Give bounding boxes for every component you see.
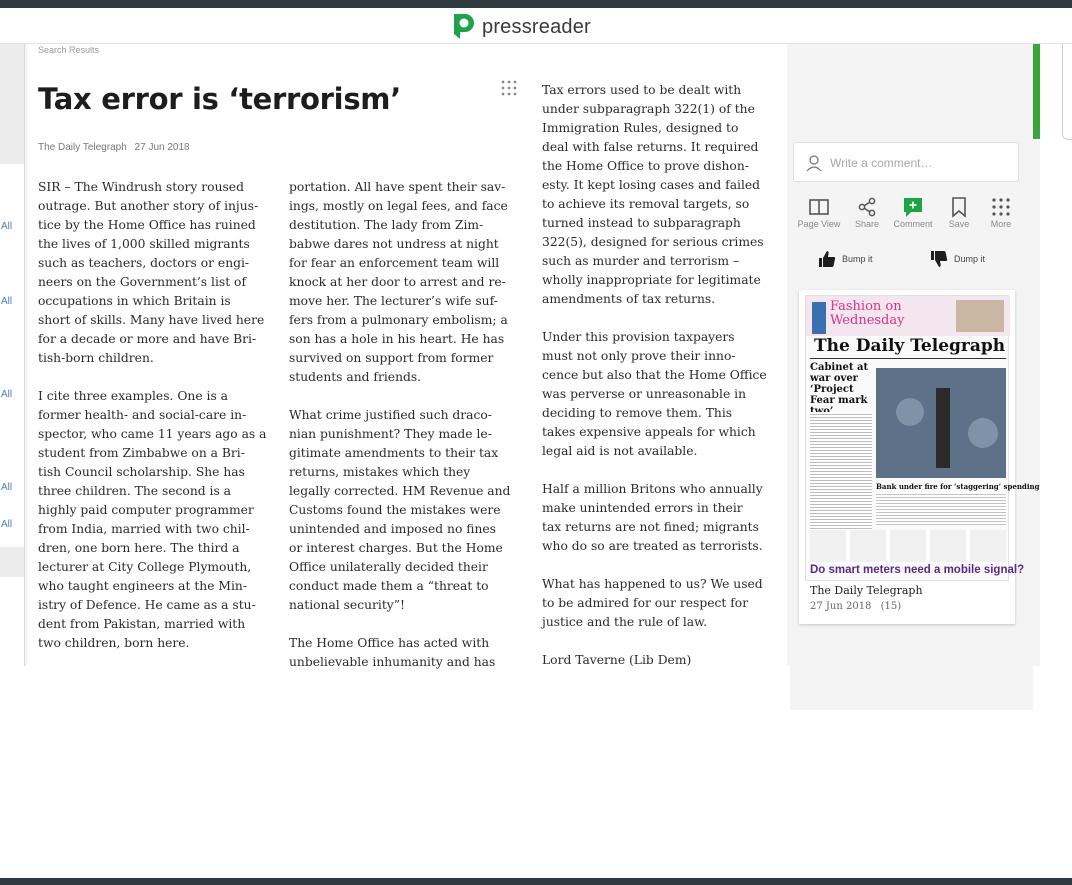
window-edge	[1062, 44, 1072, 140]
article-column-2	[289, 178, 510, 672]
article-text-line: justice and the rule of law.	[542, 615, 708, 629]
left-filter-strip	[0, 44, 25, 666]
article-text-line: students and friends.	[289, 370, 422, 384]
article-text-line: esty. It kept losing cases and failed	[542, 178, 761, 192]
page-view-label: Page View	[797, 219, 841, 229]
brand-name: pressreader	[482, 15, 591, 38]
cover-lead-photo	[876, 368, 1006, 478]
thumbs-down-icon	[930, 250, 948, 268]
article-text-line: 322(5), designed for serious crimes	[542, 235, 764, 249]
article-text-line: wholly inappropriate for legitimate	[542, 273, 761, 287]
pressreader-logo-icon	[450, 12, 476, 42]
article-text-line: conduct made them a “threat to	[289, 579, 489, 593]
article-text-line: unbelievable inhumanity and has	[289, 655, 496, 669]
filter-all-link[interactable]: All	[1, 221, 13, 232]
article-text-line: portation. All have spent their sav-	[289, 180, 506, 194]
bookmark-icon	[948, 196, 970, 218]
article-text-line: move her. The lecturer’s wife suf-	[289, 294, 498, 308]
article-text-line: son has a hole in his heart. He has	[289, 332, 505, 346]
user-avatar-icon	[804, 154, 824, 172]
filter-all-link[interactable]: All	[1, 296, 13, 307]
bottom-window-bar	[0, 878, 1072, 885]
article-text-line: babwe dares not undress at night	[289, 237, 499, 251]
article-text-line: must not only prove their inno-	[542, 349, 736, 363]
article-text-line: from India, married with two chil-	[38, 522, 250, 536]
more-icon	[990, 196, 1012, 218]
article-text-line: for a decade or more and have Bri-	[38, 332, 257, 346]
article-text-line: tish Council scholarship. She has	[38, 465, 245, 479]
share-button[interactable]	[843, 196, 891, 229]
breadcrumb[interactable]: Search Results	[38, 45, 100, 55]
share-label: Share	[854, 219, 880, 229]
article-text-line: neers on the Government’s list of	[38, 275, 247, 289]
article-text-line	[542, 309, 767, 328]
article-text-line: cence but also that the Home Office	[542, 368, 767, 382]
cover-bottom-promo: Do smart meters need a mobile signal?	[810, 564, 1025, 576]
article-text-line: deciding to remove them. This	[542, 406, 733, 420]
cover-promo-image	[812, 302, 826, 334]
cover-photo-stone	[896, 398, 924, 426]
article-text-line: for fear an enforcement team will	[289, 256, 500, 270]
article-text-line: nian punishment? They made le-	[289, 427, 492, 441]
article-text-line: gitimate amendments to their tax	[289, 446, 499, 460]
article-text-line	[38, 368, 266, 387]
bump-up-button[interactable]	[818, 250, 873, 268]
article-text-line: tice by the Home Office has ruined	[38, 218, 256, 232]
comment-label: Comment	[893, 219, 933, 229]
article-text-line	[542, 556, 767, 575]
book-icon	[808, 196, 830, 218]
scrollbar-thumb[interactable]	[1033, 44, 1040, 139]
article-text-line: who do so are treated as terrorists.	[542, 539, 763, 553]
article-text-line: The Home Office has acted with	[289, 636, 490, 650]
bump-down-button[interactable]	[930, 250, 985, 268]
article-sidebar	[790, 88, 1040, 710]
thumbs-up-icon	[818, 250, 836, 268]
app-body	[0, 44, 1040, 669]
left-strip-panel	[0, 44, 24, 164]
article-text-line: or interest charges. But the Home	[289, 541, 503, 555]
page-view-button[interactable]	[795, 196, 843, 229]
left-strip-panel	[0, 547, 24, 577]
cover-secondary-headline: Bank under fire for ‘staggering’ spending	[876, 482, 1040, 491]
publication-meta	[810, 601, 901, 612]
article-text-line: the lives of 1,000 skilled migrants	[38, 237, 250, 251]
cover-photo-figure	[936, 388, 950, 468]
article-text-line: to achieve its removal targets, so	[542, 197, 750, 211]
article-text-line: tax returns are not fined; migrants	[542, 520, 759, 534]
article-text-line: Office unilaterally decided their	[289, 560, 488, 574]
publication-name[interactable]: The Daily Telegraph	[810, 584, 923, 597]
article-text-line: Immigration Rules, designed to	[542, 121, 739, 135]
article-text-line: two children, born here.	[38, 636, 190, 650]
article-text-line: short of skills. Many have lived here	[38, 313, 265, 327]
article-text-line: national security”!	[289, 598, 405, 612]
article-column-1	[38, 178, 266, 653]
article-column-3	[542, 81, 767, 670]
cover-promo-photo	[956, 300, 1004, 332]
bump-up-label: Bump it	[842, 254, 873, 264]
filter-all-link[interactable]: All	[1, 389, 13, 400]
article-text-line: dent from Pakistan, married with	[38, 617, 246, 631]
article-text-line: Half a million Britons who annually	[542, 482, 763, 496]
save-label: Save	[948, 219, 970, 229]
article-text-line: ings, mostly on legal fees, and face	[289, 199, 508, 213]
article-text-line: SIR – The Windrush story roused	[38, 180, 244, 194]
article-text-line: istry of Defence. He came as a stu-	[38, 598, 256, 612]
article-text-line	[289, 387, 510, 406]
article-text-line: outrage. But another story of injus-	[38, 199, 259, 213]
article-text-line: such as teachers, doctors or engi-	[38, 256, 250, 270]
article-text-line: fers from a pulmonary embolism; a	[289, 313, 508, 327]
bump-down-label: Dump it	[954, 254, 986, 264]
article-text-line: who taught engineers at the Min-	[38, 579, 247, 593]
article-text-line: to be admired for our respect for	[542, 596, 749, 610]
article-text-line: occupations in which Britain is	[38, 294, 231, 308]
article-text-line: What has happened to us? We used	[542, 577, 763, 591]
cover-text-block	[876, 492, 1006, 526]
publication-card[interactable]	[799, 290, 1040, 624]
article-text-line: survived on support from former	[289, 351, 494, 365]
article-text-line: unintended and imposed no fines	[289, 522, 496, 536]
article-text-line: spector, who came 11 years ago as a	[38, 427, 267, 441]
cover-text-block	[810, 412, 872, 532]
article-actions	[790, 196, 1033, 232]
article-text-line: Tax errors used to be dealt with	[542, 83, 742, 97]
save-button[interactable]	[935, 196, 983, 229]
comment-icon	[902, 196, 924, 218]
article-text-line: tish-born children.	[38, 351, 154, 365]
app-header	[0, 8, 1072, 44]
more-label: More	[990, 219, 1012, 229]
article-text-line: takes expensive appeals for which	[542, 425, 756, 439]
article-text-line: Under this provision taxpayers	[542, 330, 735, 344]
article-date: 27 Jun 2018	[134, 142, 190, 153]
cover-lead-headline: Cabinet at war over ‘Project Fear mark	[810, 362, 869, 406]
comment-button[interactable]	[889, 196, 937, 229]
cover-masthead: The Daily Telegraph	[814, 336, 1006, 356]
article-text-line: three children. The second is a	[38, 484, 232, 498]
article-text-line: was perverse or unreasonable in	[542, 387, 747, 401]
article-source[interactable]: The Daily Telegraph	[38, 142, 127, 153]
publication-count: (15)	[880, 601, 902, 612]
comment-box[interactable]	[793, 142, 1019, 182]
cover-promo-title: Fashion on Wednesday	[830, 299, 905, 328]
article-text-line	[542, 632, 767, 651]
article-text-line: dren, one born here. The third a	[38, 541, 240, 555]
cover-rule	[810, 358, 1006, 359]
cover-photo-stone	[968, 418, 998, 448]
article-text-line: deal with false returns. It required	[542, 140, 759, 154]
article-text-line: turned instead to subparagraph	[542, 216, 741, 230]
article-headline: Tax error is ‘terrorism’	[38, 82, 401, 116]
filter-all-link[interactable]: All	[1, 482, 13, 493]
article-text-line: legal aid is not available.	[542, 444, 698, 458]
more-button[interactable]	[977, 196, 1025, 229]
article-text-line: highly paid computer programmer	[38, 503, 254, 517]
article-text-line: Lord Taverne (Lib Dem)	[542, 653, 692, 667]
publication-date: 27 Jun 2018	[810, 601, 872, 612]
top-window-bar	[0, 0, 1072, 8]
article-text-line: amendments of tax returns.	[542, 292, 716, 306]
article-text-line: make unintended errors in their	[542, 501, 743, 515]
brand[interactable]	[450, 12, 591, 42]
article-text-line: the Home Office to prove dishon-	[542, 159, 749, 173]
article-text-line: knock at her door to arrest and re-	[289, 275, 506, 289]
article-text-line: such as murder and terrorism –	[542, 254, 740, 268]
article-text-line: under subparagraph 322(1) of the	[542, 102, 755, 116]
article-text-line	[289, 615, 510, 634]
article-text-line	[542, 461, 767, 480]
article-text-line: I cite three examples. One is a	[38, 389, 229, 403]
front-page-thumbnail[interactable]	[805, 295, 1040, 581]
article-panel	[27, 44, 787, 669]
article-text-line: What crime justified such draco-	[289, 408, 492, 422]
cover-index-strip	[810, 530, 1006, 562]
article-byline	[38, 142, 190, 153]
article-text-line: destitution. The lady from Zim-	[289, 218, 484, 232]
article-text-line: student from Zimbabwe on a Bri-	[38, 446, 245, 460]
filter-all-link[interactable]: All	[1, 519, 13, 530]
share-icon	[856, 196, 878, 218]
article-text-line: lecturer at City College Plymouth,	[38, 560, 252, 574]
article-text-line: former health- and social-care in-	[38, 408, 247, 422]
article-text-line: legally corrected. HM Revenue and	[289, 484, 511, 498]
comment-input[interactable]	[830, 153, 1010, 173]
article-text-line: Customs found the mistakes were	[289, 503, 501, 517]
article-text-line: returns, mistakes which they	[289, 465, 471, 479]
drag-handle-icon[interactable]	[501, 80, 517, 96]
